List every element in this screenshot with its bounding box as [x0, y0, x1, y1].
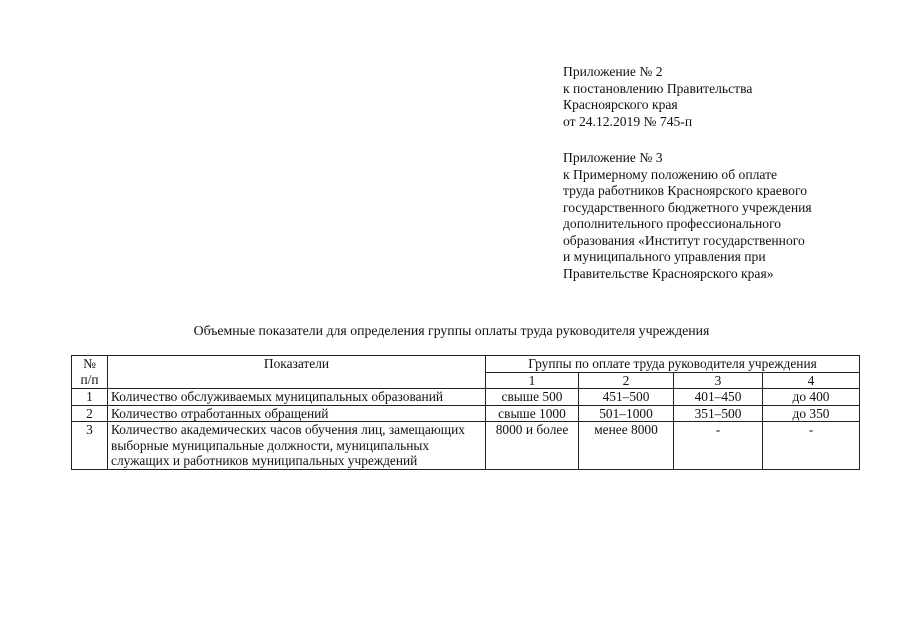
header-number-label: № [83, 356, 96, 371]
row-value-cell: - [674, 422, 763, 470]
group-number-cell: 3 [674, 372, 763, 389]
row-value-cell: до 350 [763, 405, 860, 422]
row-indicator-cell: Количество обслуживаемых муниципальных образований [108, 389, 486, 406]
appendix-3-header [563, 150, 812, 282]
appendix-3-line: Правительстве Красноярского края» [563, 265, 774, 281]
row-value-cell: до 400 [763, 389, 860, 406]
table-row [72, 405, 860, 422]
appendix-2-line: к постановлению Правительства [563, 80, 753, 96]
appendix-2-header [563, 64, 752, 130]
appendix-2-line: Приложение № 2 [563, 64, 663, 79]
document-title: Объемные показатели для определения группы оплаты труда руководителя учреждения [193, 323, 710, 338]
row-value-cell: 401–450 [674, 389, 763, 406]
row-value-cell: 501–1000 [579, 405, 674, 422]
row-value-cell: свыше 500 [486, 389, 579, 406]
row-indicator-cell: Количество отработанных обращений [108, 405, 486, 422]
appendix-3-line: государственного бюджетного учреждения [563, 199, 812, 215]
appendix-3-line: образования «Институт государственного [563, 232, 805, 248]
row-number-cell: 1 [72, 389, 108, 406]
table-header-row [72, 356, 860, 373]
header-indicators-cell: Показатели [108, 356, 486, 389]
row-value-cell: 351–500 [674, 405, 763, 422]
row-value-cell: свыше 1000 [486, 405, 579, 422]
appendix-2-line: от 24.12.2019 № 745-п [563, 113, 693, 129]
header-groups-cell: Группы по оплате труда руководителя учреждения [486, 356, 860, 373]
appendix-3-line: труда работников Красноярского краевого [563, 183, 807, 198]
appendix-3-line: к Примерному положению об оплате [563, 166, 778, 182]
indicators-table [71, 355, 860, 470]
table-row [72, 422, 860, 470]
group-number-cell: 1 [486, 372, 579, 389]
appendix-3-line: Приложение № 3 [563, 150, 663, 165]
header-number-cell [72, 356, 108, 389]
row-number-cell: 3 [72, 422, 108, 470]
appendix-3-line: и муниципального управления при [563, 249, 766, 264]
group-number-cell: 2 [579, 372, 674, 389]
row-value-cell: менее 8000 [579, 422, 674, 470]
row-value-cell: - [763, 422, 860, 470]
appendix-2-line: Красноярского края [563, 97, 678, 112]
group-number-cell: 4 [763, 372, 860, 389]
header-number-sublabel: п/п [80, 371, 99, 387]
row-number-cell: 2 [72, 405, 108, 422]
row-indicator-cell: Количество академических часов обучения лиц, замещающих выборные муниципальные должности, муниципальных служащих и работников муниципальных учреждений [108, 422, 486, 470]
table-row [72, 389, 860, 406]
appendix-3-line: дополнительного профессионального [563, 216, 782, 231]
row-value-cell: 451–500 [579, 389, 674, 406]
row-value-cell: 8000 и более [486, 422, 579, 470]
